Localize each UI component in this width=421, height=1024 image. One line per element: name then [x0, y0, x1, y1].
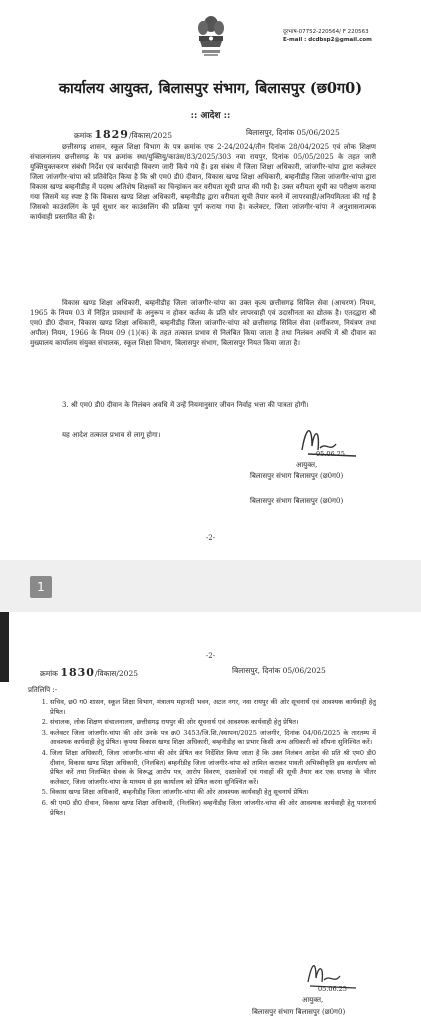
sign-date-1: 05.06.25: [316, 450, 345, 458]
order-date: बिलासपुर, दिनांक 05/06/2025: [246, 128, 340, 137]
list-item: 6. श्री एम0 डी0 दीवान, विकास खण्ड शिक्षा अधिकारी, (निलंबित) बम्हनीडीह जिला जांजगीर-चांपा की ओर आवश्यक कार्यवाही हेतु पालनार्थ प्रेषित।: [50, 799, 376, 818]
sign-office-1b: बिलासपुर संभाग बिलासपुर (छ0ग0): [250, 497, 344, 505]
paragraph-2: विकास खण्ड शिक्षा अधिकारी, बम्हनीडीह जिला जांजगीर-चांपा का उक्त कृत्य छत्तीसगढ़ सिविल सेवा (आचरण) नियम, 1965 के नियम 03 में निहित प्रावधानों के अनुरूप न होकर कर्तव्य के प्रति घोर लापरवाही एवं उदासीनता का द्योतक है। एतदद्वारा श्री एम0 डी0 दीवान, विकास खण्ड शिक्षा अधिकारी, बम्हनीडीह जिला जांजगीर-चांपा को छत्तीसगढ़ सिविल सेवा (वर्गीकरण, नियंत्रण तथा अपील) नियम, 1966 के नियम 09 (1)(क) के तहत तत्काल प्रभाव से निलंबित किया जाता है तथा निलंबन अवधि में श्री दीवान का मुख्यालय कार्यालय संयुक्त संचालक, स्कूल शिक्षा विभाग, बिलासपुर संभाग, बिलासपुर नियत किया जाता है।: [30, 299, 376, 347]
contact-block: [283, 28, 403, 44]
copy-to-heading: प्रतिलिपि :-: [28, 686, 58, 694]
page-footer-number: -2-: [205, 534, 216, 542]
contact-email: E-mail : dcdbsp2@gmail.com: [283, 37, 372, 43]
order-reference: [74, 128, 172, 141]
ref-prefix: क्रमांक: [74, 131, 92, 140]
list-item: 1. सचिव, छ0 ग0 शासन, स्कूल शिक्षा विभाग, मंत्रालय महानदी भवन, अटल नगर, नवा रायपुर की ओर सूचनार्थ एवं आवश्यक कार्यवाही हेतु प्रेषित।: [50, 698, 376, 717]
paragraph-4: यह आदेश तत्काल प्रभाव से लागू होगा।: [62, 431, 161, 439]
office-title: कार्यालय आयुक्त, बिलासपुर संभाग, बिलासपुर (छ0ग0): [58, 80, 363, 97]
page2-edge-shadow: [0, 612, 9, 682]
page2-ref-suffix: /विकास/2025: [94, 669, 138, 678]
ref-number: 1829: [94, 128, 129, 141]
copy-recipient-list: [36, 698, 376, 819]
page2-header-number: -2-: [205, 652, 216, 660]
page2-order-reference: [40, 666, 138, 679]
page-separator: [0, 560, 421, 612]
paragraph-1: छत्तीसगढ़ शासन, स्कूल शिक्षा विभाग के पत्र क्रमांक एफ 2-24/2024/तीन दिनांक 28/04/2025 एवं लोक शिक्षण संचालनालय छत्तीसगढ़ के पत्र क्रमांक स्था/युक्तियु/काउंस/83/2025/303 नवा रायपुर, दिनांक 05/05/2025 के तहत जारी युक्तियुक्तकरण संबंधी निर्देश एवं कार्यवाही विवरण जारी किये गये हैं। इस संबंध में जिला शिक्षा अधिकारी, जांजगीर-चांपा द्वारा कलेक्टर जिला जांजगीर-चांपा को प्रतिवेदित किया है कि श्री एम0 डी0 दीवान, विकास खण्ड शिक्षा अधिकारी, बम्हनीडीह जिला जांजगीर-चांपा द्वारा विकास खण्ड बम्हनीडीह में पदस्थ अतिशेष शिक्षकों का चिन्हांकन कर वरीयता सूची प्राप्त की गयी है। उक्त वरीयता सूची का परीक्षण कराया गया जिसमें यह स्पष्ट है कि विकास खण्ड शिक्षा अधिकारी, बम्हनीडीह द्वारा वरीयता सूची तैयार करने में लापरवाही/अनियमितता की गई है जिसको काउंसलिंग के पूर्व सुधार कर काउंसलिंग की प्रक्रिया पूर्ण कराया गया है। कलेक्टर, जिला जांजगीर-चांपा ने अनुशासनात्मक कार्यवाही प्रस्तावित की है।: [30, 143, 376, 221]
page2-ref-number: 1830: [60, 666, 95, 679]
order-heading: :: आदेश ::: [190, 111, 231, 121]
page2-order-date: बिलासपुर, दिनांक 05/06/2025: [232, 666, 326, 675]
sign-office-2: बिलासपुर संभाग बिलासपुर (छ0ग0): [252, 1008, 346, 1016]
sign-office-1: बिलासपुर संभाग बिलासपुर (छ0ग0): [250, 472, 344, 480]
list-item: 3. कलेक्टर जिला जांजगीर-चांपा की ओर उनके पत्र क्र0 3453/जि.शि./स्थापना/2025 जांजगीर, दिनांक 04/06/2025 के तारतम्य में आवश्यक कार्यवाही हेतु प्रेषित। कृपया विकास खण्ड शिक्षा अधिकारी, बम्हनीडीह का प्रभार किसी अन्य अधिकारी को सौंपना सुनिश्चित करें।: [50, 729, 376, 748]
ref-suffix: /विकास/2025: [128, 131, 172, 140]
page2-ref-prefix: क्रमांक: [40, 669, 58, 678]
sign-title-1: आयुक्त,: [296, 461, 318, 469]
sign-title-2: आयुक्त,: [302, 996, 324, 1004]
list-item: 4. जिला शिक्षा अधिकारी, जिला जांजगीर-चांपा की ओर प्रेषित कर निर्देशित किया जाता है कि उक्त निलंबन आदेश की प्रति श्री एम0 डी0 दीवान, विकास खण्ड शिक्षा अधिकारी, (निलंबित) बम्हनीडीह जिला जांजगीर-चांपा को तामिल कराकर पावती अभिस्वीकृति इस कार्यालय को प्रेषित करें तथा निलम्बित सेवक के विरूद्ध आरोप पत्र, आरोप विवरण, दस्तावेजों एवं गवाहों की सूची तैयार कर एक सप्ताह के भीतर कलेक्टर, जिला जांजगीर-चांपा के माध्यम से इस कार्यालय को प्रेषित करना सुनिश्चित करें।: [50, 749, 376, 787]
page-count-badge: 1: [30, 576, 52, 598]
paragraph-3: 3. श्री एम0 डी0 दीवान के निलंबन अवधि में उन्हें नियमानुसार जीवन निर्वाह भत्ता की पात्रता होगी।: [62, 401, 309, 409]
list-item: 5. विकास खण्ड शिक्षा अधिकारी, बम्हनीडीह जिला जांजगीर-चांपा की ओर आवश्यक कार्यवाही हेतु सूचनार्थ प्रेषित।: [50, 788, 376, 798]
contact-phone: दूरभाष-07752-220564/ F 220563: [283, 29, 369, 35]
sign-date-2: 05.06.25: [318, 985, 347, 993]
list-item: 2. संचालक, लोक शिक्षण संचालनालय, छत्तीसगढ़ रायपुर की ओर सूचनार्थ एवं आवश्यक कार्यवाही हेतु प्रेषित।: [50, 718, 376, 728]
national-emblem-icon: [194, 14, 228, 62]
